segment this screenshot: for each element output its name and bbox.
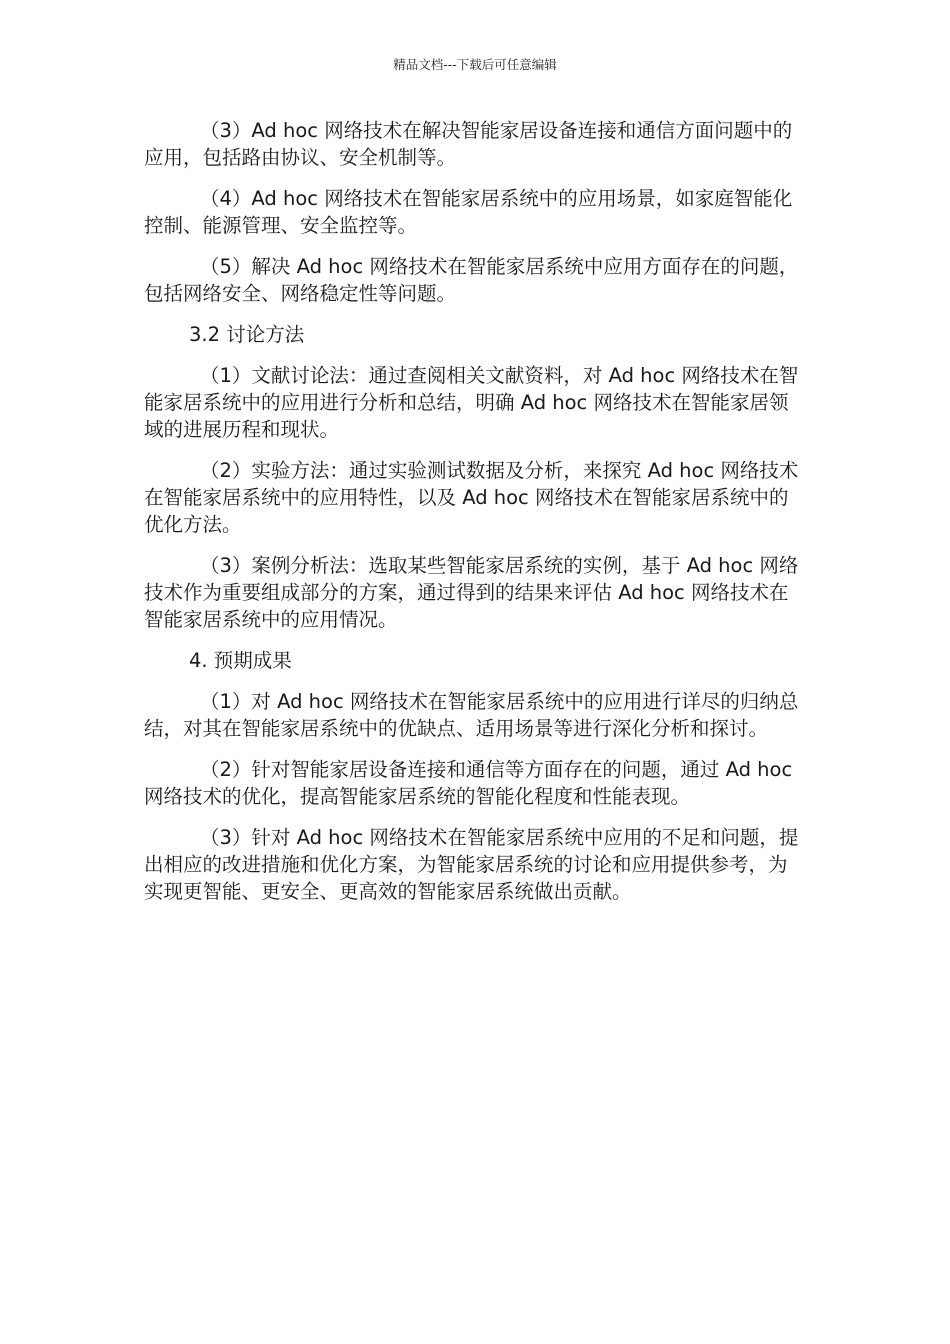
document-body — [144, 117, 806, 919]
paragraph-3-scope: （3）Ad hoc 网络技术在解决智能家居设备连接和通信方面问题中的应用，包括路由协议、安全机制等。 — [144, 119, 793, 169]
section-heading-expected-results: 4. 预期成果 — [189, 649, 292, 672]
paragraph-method-case-study: （3）案例分析法：选取某些智能家居系统的实例，基于 Ad hoc 网络技术作为重要组成部分的方案，通过得到的结果来评估 Ad hoc 网络技术在智能家居系统中的应用情况。 — [144, 554, 799, 631]
section-heading-discussion-methods: 3.2 讨论方法 — [189, 323, 305, 346]
paragraph-5-scope: （5）解决 Ad hoc 网络技术在智能家居系统中应用方面存在的问题，包括网络安全、网络稳定性等问题。 — [144, 255, 799, 305]
paragraph-result-1: （1）对 Ad hoc 网络技术在智能家居系统中的应用进行详尽的归纳总结，对其在智能家居系统中的优缺点、适用场景等进行深化分析和探讨。 — [144, 690, 799, 740]
paragraph-method-literature: （1）文献讨论法：通过查阅相关文献资料，对 Ad hoc 网络技术在智能家居系统中的应用进行分析和总结，明确 Ad hoc 网络技术在智能家居领域的进展历程和现状。 — [144, 364, 799, 441]
paragraph-result-3: （3）针对 Ad hoc 网络技术在智能家居系统中应用的不足和问题，提出相应的改进措施和优化方案，为智能家居系统的讨论和应用提供参考，为实现更智能、更安全、更高效的智能家居系统做出贡献。 — [144, 826, 799, 903]
paragraph-4-scope: （4）Ad hoc 网络技术在智能家居系统中的应用场景，如家庭智能化控制、能源管理、安全监控等。 — [144, 187, 793, 237]
paragraph-method-experiment: （2）实验方法：通过实验测试数据及分析，来探究 Ad hoc 网络技术在智能家居系统中的应用特性，以及 Ad hoc 网络技术在智能家居系统中的优化方法。 — [144, 459, 799, 536]
page-header: 精品文档---下载后可任意编辑 — [393, 57, 557, 72]
paragraph-result-2: （2）针对智能家居设备连接和通信等方面存在的问题，通过 Ad hoc 网络技术的优化，提高智能家居系统的智能化程度和性能表现。 — [144, 758, 793, 808]
